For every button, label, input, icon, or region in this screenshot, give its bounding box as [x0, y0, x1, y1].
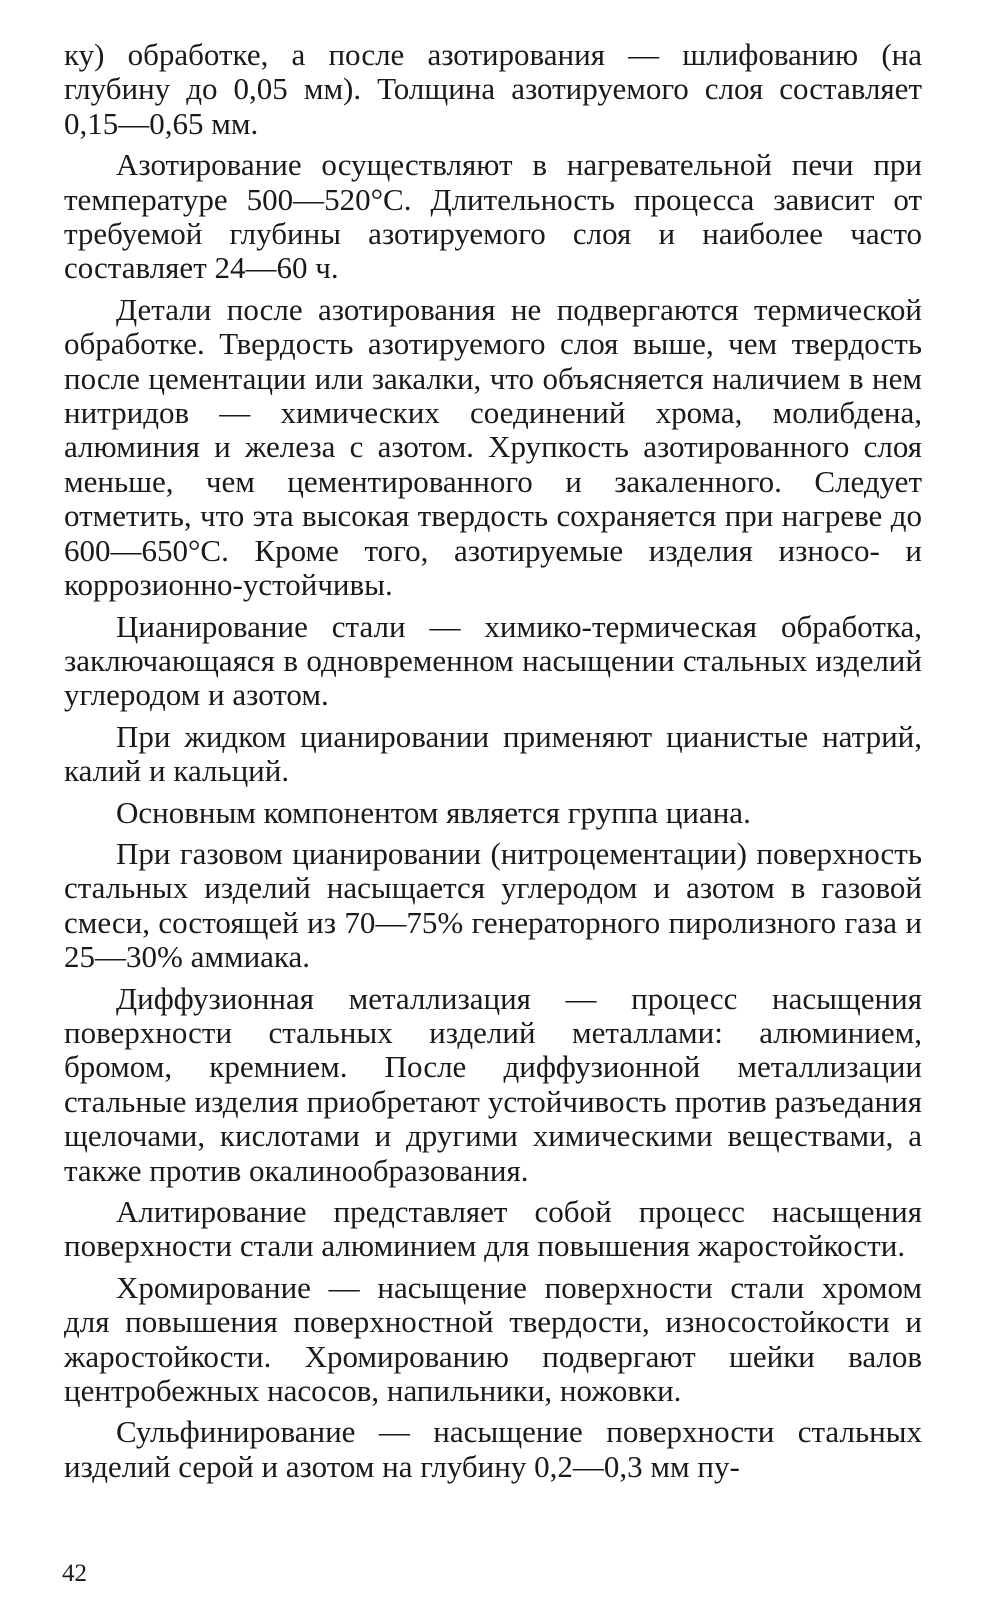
page-number: 42 [62, 1560, 87, 1587]
paragraph-liquid-cyaniding: При жидком цианировании применяют цианистые натрий, калий и кальций. [64, 718, 922, 789]
paragraph-cyan-group: Основным компонентом является группа циана. [116, 794, 751, 830]
body-text [64, 38, 922, 1484]
paragraph-aluminizing: Алитирование представляет собой процесс насыщения поверхности стали алюминием для повышения жаростойкости. [64, 1194, 922, 1264]
paragraph-diffusion-metallization: Диффузионная металлизация — процесс насыщения поверхности стальных изделий металлами: алюминием, бромом, кремнием. После диффузионной металлизации стальные изделия приобретают устойчивость против разъедания щелочами, кислотами и другими химическими веществами, а также против окалинообразования. [64, 980, 922, 1188]
paragraph-nitriding-process: Азотирование осуществляют в нагревательной печи при температуре 500—520°С. Длительность процесса зависит от требуемой глубины азотируемого слоя и наиболее часто составляет 24—60 ч. [64, 147, 922, 286]
paragraph-chromizing: Хромирование — насыщение поверхности стали хромом для повышения поверхностной твердости, износостойкости и жаростойкости. Хромированию подвергают шейки валов центробежных насосов, напильники, ножовки. [64, 1269, 922, 1409]
paragraph-sulfinizing: Сульфинирование — насыщение поверхности стальных изделий серой и азотом на глубину 0,2—0,3 мм пу- [64, 1414, 922, 1484]
paragraph-cyaniding-definition: Цианирование стали — химико-термическая обработка, заключающаяся в одновременном насыщении стальных изделий углеродом и азотом. [64, 608, 922, 713]
paragraph-nitriding-hardness: Детали после азотирования не подвергаются термической обработке. Твердость азотируемого слоя выше, чем твердость после цементации или закалки, что объясняется наличием в нем нитридов — химических соединений хрома, молибдена, алюминия и железа с азотом. Хрупкость азотированного слоя меньше, чем цементированного и закаленного. Следует отметить, что эта высокая твердость сохраняется при нагреве до 600—650°С. Кроме того, азотируемые изделия износо- и коррозионно-устойчивы. [64, 291, 922, 603]
paragraph-nitriding-continuation: ку) обработке, а после азотирования — шлифованию (на глубину до 0,05 мм). Толщина азотируемого слоя составляет 0,15—0,65 мм. [64, 37, 922, 141]
paragraph-gas-cyaniding: При газовом цианировании (нитроцементации) поверхность стальных изделий насыщается углеродом и азотом в газовой смеси, состоящей из 70—75% генераторного пиролизного газа и 25—30% аммиака. [64, 835, 922, 975]
